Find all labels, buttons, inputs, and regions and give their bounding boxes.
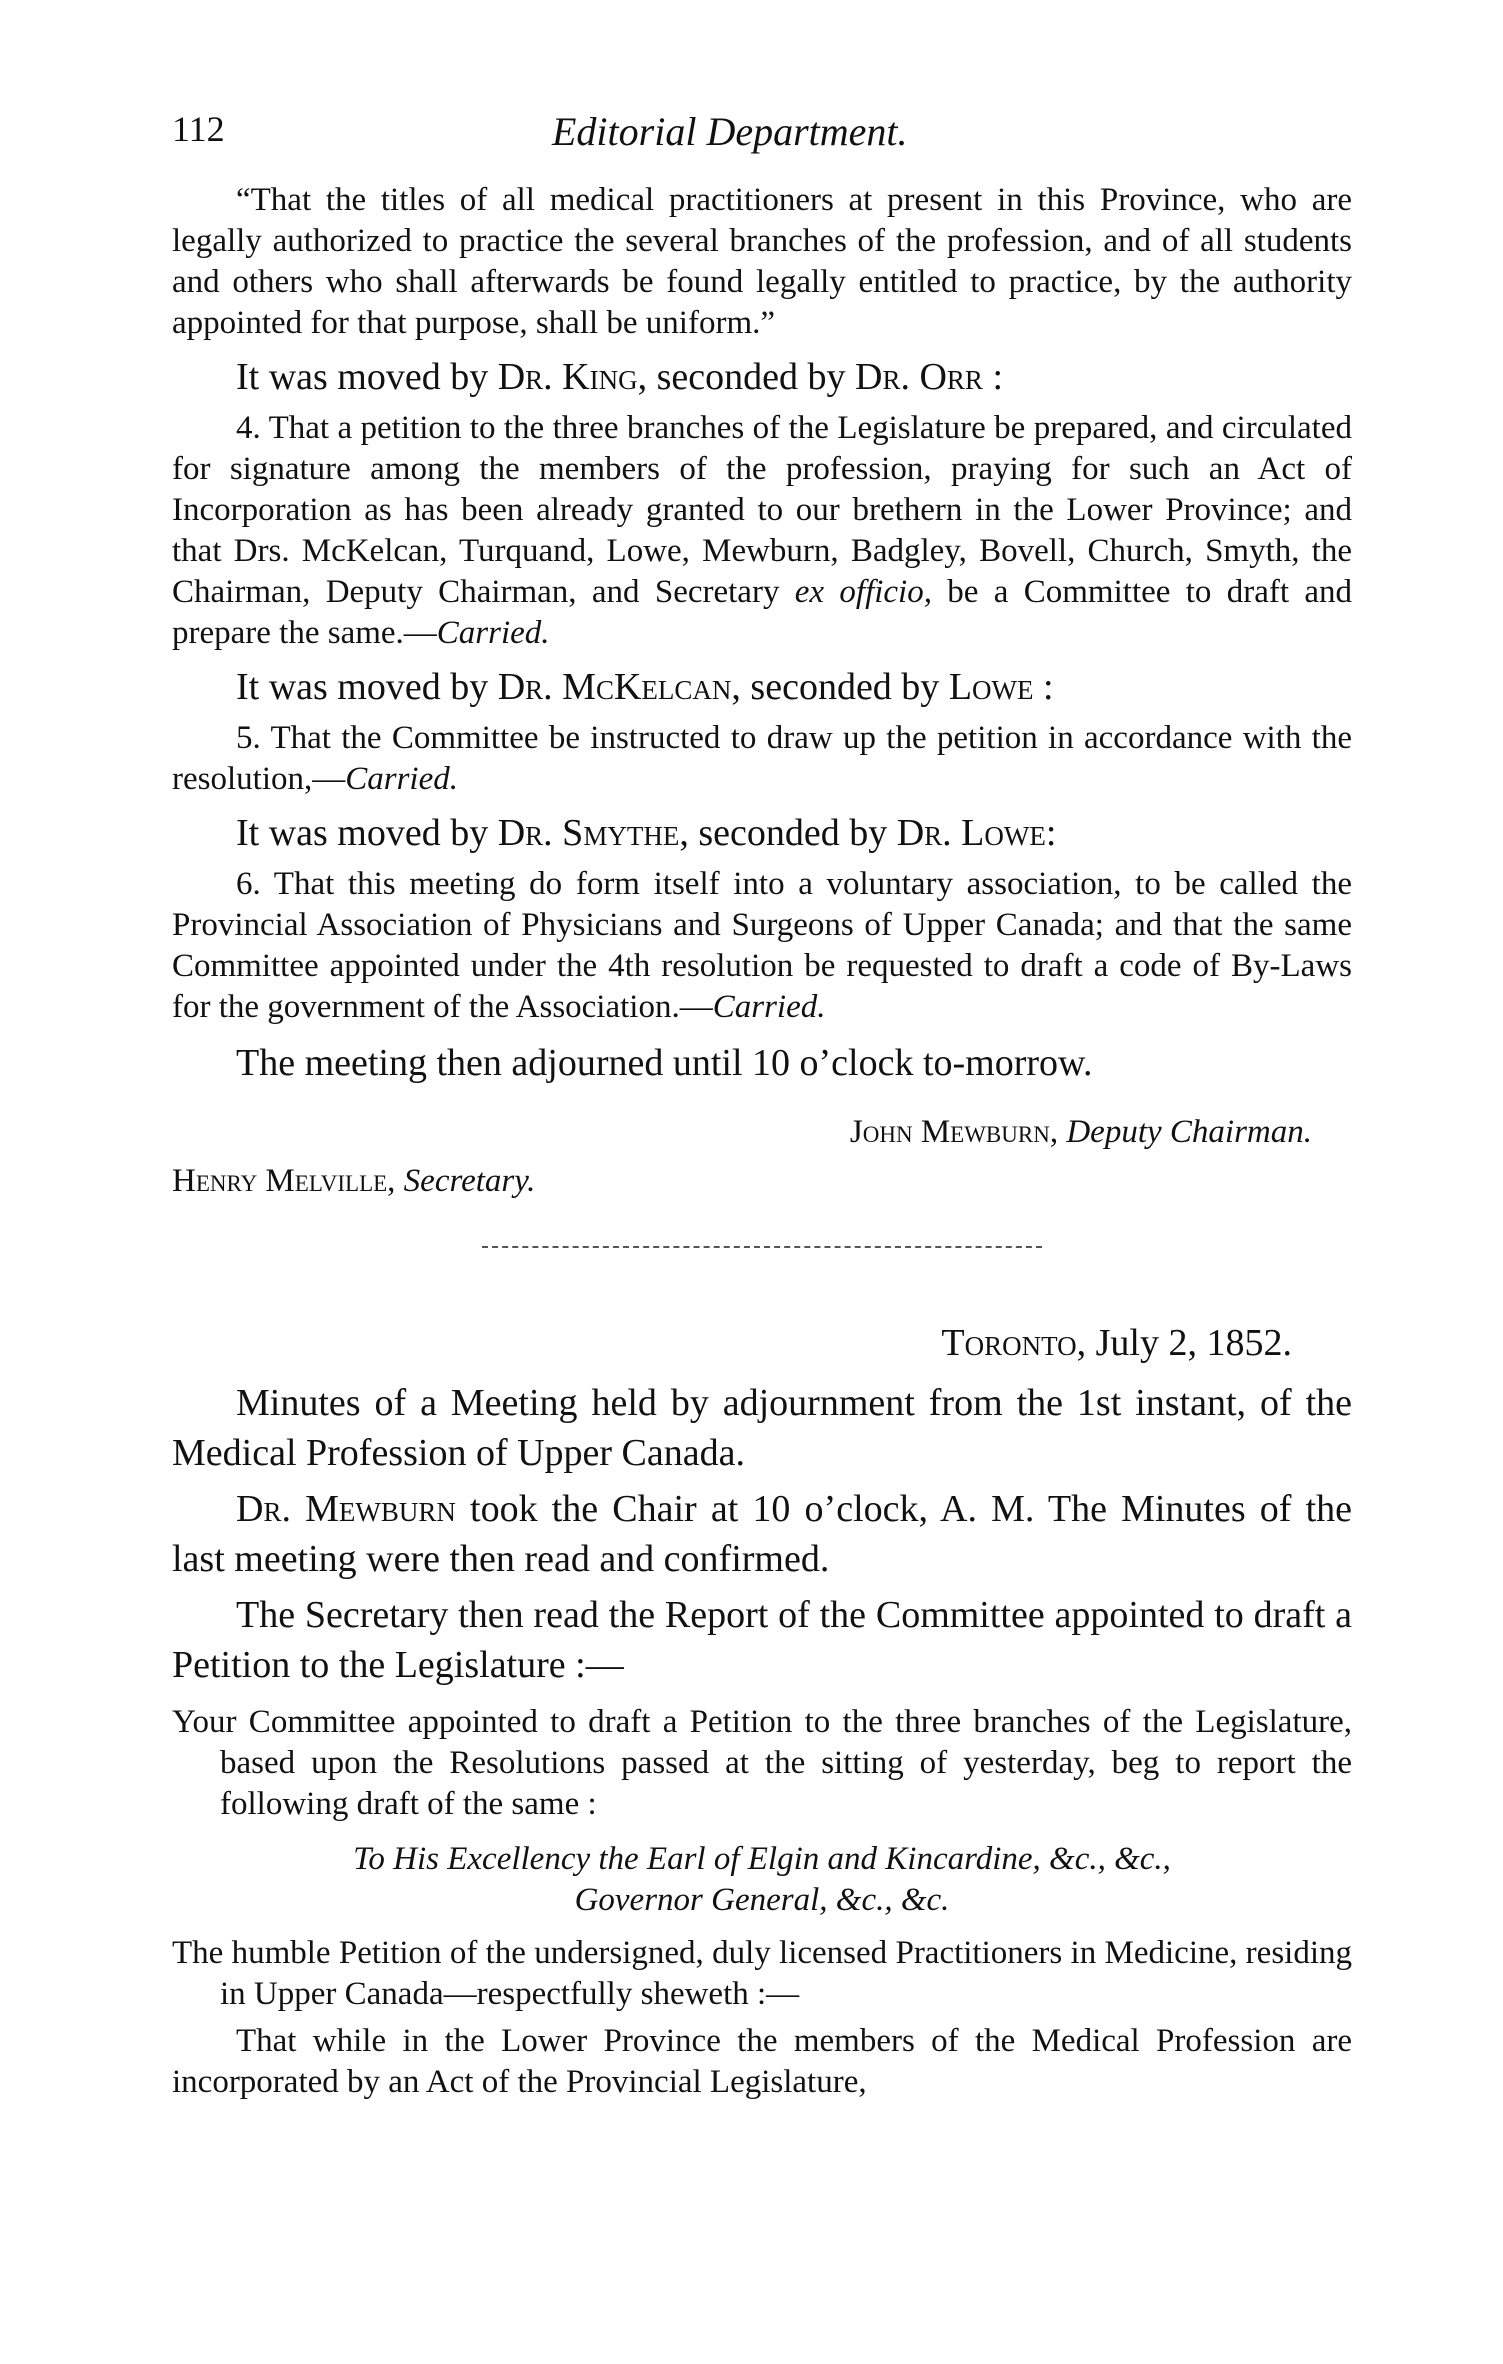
- signature-secretary: [172, 1161, 1352, 1202]
- motion-seconder: Lowe: [948, 666, 1034, 708]
- motion-seconder: Dr. Lowe: [896, 812, 1046, 854]
- page-header: [172, 108, 1352, 168]
- motion-mover: Dr. Smythe: [497, 812, 680, 854]
- signature-title: Deputy Chairman.: [1066, 1114, 1312, 1150]
- motion-5: [172, 662, 1352, 712]
- ex-officio: ex officio,: [794, 574, 932, 610]
- resolution-5: [172, 718, 1352, 800]
- page-number: 112: [172, 109, 225, 149]
- minutes-intro: Minutes of a Meeting held by adjournment from the 1st instant, of the Medical Profession of Upper Canada.: [172, 1382, 1352, 1474]
- dateline-place: Toronto,: [941, 1322, 1087, 1364]
- motion-seconded: , seconded by: [679, 812, 888, 854]
- resolution-3-tail: “That the titles of all medical practitioners at present in this Province, who are legally authorized to practice the several branches of the profession, and of all students and others who shall afterwards be found legally entitled to practice, by the authority appointed for that purpose, shall be uniform.”: [172, 182, 1352, 341]
- chair-name: Dr. Mewburn: [236, 1488, 456, 1530]
- resolution-4: [172, 408, 1352, 654]
- carried-label: Carried.: [712, 989, 826, 1025]
- committee-report: Your Committee appointed to draft a Petition to the three branches of the Legislature, based upon the Resolutions passed at the sitting of yesterday, beg to report the following draft of the same :: [172, 1704, 1352, 1822]
- resolution-text: 5. That the Committee be instructed to draw up the petition in accordance with the resolution,—: [172, 720, 1352, 797]
- motion-tail: :: [1033, 666, 1054, 708]
- petition-intro: The humble Petition of the undersigned, duly licensed Practitioners in Medicine, residing in Upper Canada—respectfully sheweth :—: [172, 1935, 1352, 2012]
- motion-mover: Dr. King: [497, 356, 638, 398]
- adjournment-note: The meeting then adjourned until 10 o’clock to-morrow.: [236, 1042, 1093, 1084]
- resolution-text: be a Committee to draft and prepare the same.—: [172, 574, 1352, 651]
- signature-deputy-chairman: [172, 1112, 1352, 1153]
- address-line-1: To His Excellency the Earl of Elgin and Kincardine, &c., &c.,: [353, 1841, 1171, 1877]
- section-divider: [482, 1246, 1042, 1258]
- motion-intro: It was moved by: [236, 812, 489, 854]
- motion-mover: Dr. McKelcan: [497, 666, 732, 708]
- chair-paragraph: [172, 1484, 1352, 1584]
- petition-body: That while in the Lower Province the members of the Medical Profession are incorporated by an Act of the Provincial Legislature,: [172, 2023, 1352, 2100]
- motion-tail: :: [1045, 812, 1057, 854]
- chair-text: took the Chair at 10 o’clock, A. M. The Minutes of the last meeting were then read and confirmed.: [172, 1488, 1352, 1580]
- signature-name: John Mewburn,: [849, 1114, 1059, 1150]
- motion-intro: It was moved by: [236, 666, 489, 708]
- motion-tail: :: [982, 356, 1003, 398]
- carried-label: Carried.: [345, 761, 458, 797]
- motion-seconder: Dr. Orr: [855, 356, 983, 398]
- motion-6: [172, 808, 1352, 858]
- signature-title: Secretary.: [403, 1163, 536, 1199]
- motion-seconded: , seconded by: [731, 666, 940, 708]
- motion-seconded: , seconded by: [637, 356, 846, 398]
- motion-4: [172, 352, 1352, 402]
- dateline: [172, 1318, 1352, 1368]
- dateline-date: July 2, 1852.: [1086, 1322, 1292, 1364]
- signature-name: Henry Melville,: [172, 1163, 396, 1199]
- address-line-2: Governor General, &c., &c.: [574, 1882, 950, 1918]
- motion-intro: It was moved by: [236, 356, 489, 398]
- secretary-read: The Secretary then read the Report of the Committee appointed to draft a Petition to the Legislature :—: [172, 1594, 1352, 1686]
- resolution-text: 6. That this meeting do form itself into a voluntary association, to be called the Provincial Association of Physicians and Surgeons of Upper Canada; and that the same Committee appointed under the 4th resolution be requested to draft a code of By-Laws for the government of the Association.—: [172, 866, 1352, 1025]
- resolution-text: 4. That a petition to the three branches of the Legislature be prepared, and circulated for signature among the members of the profession, praying for such an Act of Incorporation as has been already granted to our brethern in the Lower Province; and that Drs. McKelcan, Turquand, Lowe, Mewburn, Badgley, Bovell, Church, Smyth, the Chairman, Deputy Chairman, and Secretary: [172, 410, 1352, 610]
- carried-label: Carried.: [436, 615, 550, 651]
- running-head: Editorial Department.: [552, 109, 908, 154]
- resolution-6: [172, 864, 1352, 1028]
- page-content: [172, 180, 1352, 2103]
